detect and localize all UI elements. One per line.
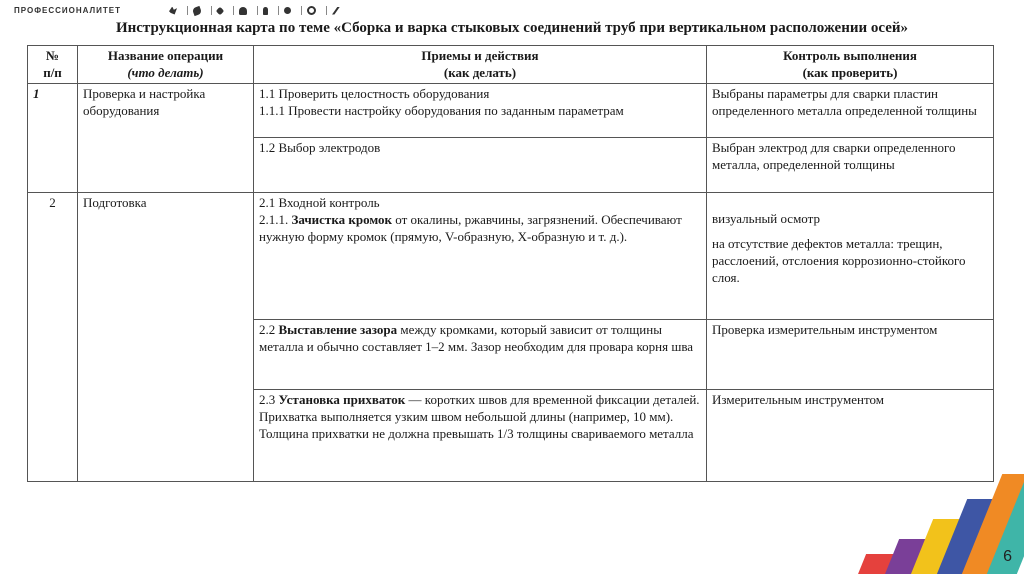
- spark-icon: [169, 7, 177, 15]
- row-number: 2: [28, 193, 78, 482]
- control-cell: Выбран электрод для сварки определенного металла, определенной толщины: [707, 138, 994, 193]
- diamond-icon: [216, 6, 224, 14]
- header-actions: Приемы и действия (как делать): [254, 46, 707, 84]
- operation-name: Подготовка: [78, 193, 254, 482]
- instruction-table: [27, 45, 994, 482]
- control-cell: Проверка измерительным инструментом: [707, 320, 994, 390]
- divider: [301, 6, 302, 15]
- leaf-icon: [192, 5, 202, 15]
- table-header-row: [28, 46, 994, 84]
- operation-name: Проверка и настройка оборудования: [78, 84, 254, 193]
- action-cell: 2.3 Установка прихваток — коротких швов для временной фиксации деталей. Прихватка выполняется узким швом небольшой длины (например, 10 мм). Толщина прихватки не должна превышать 1/3 толщины свариваемого металла: [254, 390, 707, 482]
- action-cell: 1.2 Выбор электродов: [254, 138, 707, 193]
- header-control: Контроль выполнения (как проверить): [707, 46, 994, 84]
- page-number: 6: [1003, 548, 1012, 565]
- control-cell: Выбраны параметры для сварки пластин определенного металла определенной толщины: [707, 84, 994, 138]
- divider: [257, 6, 258, 15]
- header-operation: Название операции (что делать): [78, 46, 254, 84]
- control-cell: Измерительным инструментом: [707, 390, 994, 482]
- divider: [211, 6, 212, 15]
- slash-icon: [332, 7, 340, 15]
- bulb-icon: [263, 7, 268, 15]
- control-cell: визуальный осмотр на отсутствие дефектов металла: трещин, расслоений, отслоения коррозионно-стойкого слоя.: [707, 193, 994, 320]
- divider: [326, 6, 327, 15]
- drop-icon: [239, 7, 247, 15]
- header-num: № п/п: [28, 46, 78, 84]
- decorative-stripes: [784, 444, 1024, 574]
- brand-icons: [169, 6, 345, 15]
- action-cell: 2.2 Выставление зазора между кромками, который зависит от толщины металла и обычно составляет 1–2 мм. Зазор необходим для провара корня шва: [254, 320, 707, 390]
- brand-bar: [14, 6, 345, 15]
- action-cell: 2.1 Входной контроль 2.1.1. Зачистка кромок от окалины, ржавчины, загрязнений. Обеспечивают нужную форму кромок (прямую, V-образную, X-образную и т. д.).: [254, 193, 707, 320]
- divider: [278, 6, 279, 15]
- ring-icon: [307, 6, 316, 15]
- action-cell: 1.1 Проверить целостность оборудования 1.1.1 Провести настройку оборудования по заданным параметрам: [254, 84, 707, 138]
- table-row: [28, 193, 994, 320]
- page-title: Инструкционная карта по теме «Сборка и варка стыковых соединений труб при вертикальном расположении осей»: [115, 20, 909, 36]
- table-row: [28, 84, 994, 138]
- divider: [187, 6, 188, 15]
- cloud-icon: [284, 7, 291, 14]
- divider: [233, 6, 234, 15]
- row-number: 1: [28, 84, 78, 193]
- brand-name: ПРОФЕССИОНАЛИТЕТ: [14, 6, 122, 15]
